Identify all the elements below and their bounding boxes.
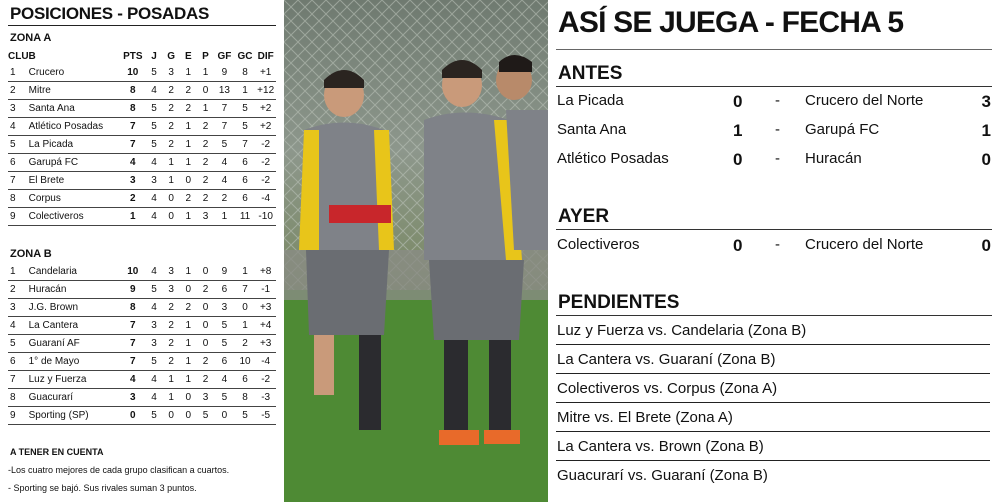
cell-lost: 2 — [197, 118, 214, 136]
table-row — [8, 172, 276, 190]
cell-goals-for: 0 — [214, 407, 235, 425]
away-score: 0 — [981, 236, 991, 255]
cell-goal-diff: -2 — [255, 154, 276, 172]
cell-played: 4 — [145, 263, 162, 281]
match-row — [557, 236, 991, 260]
note-1: -Los cuatro mejores de cada grupo clasifican a cuartos. — [8, 465, 230, 475]
cell-position: 3 — [8, 100, 29, 118]
table-header-row — [8, 48, 276, 64]
cell-played: 4 — [145, 208, 162, 226]
cell-goals-against: 6 — [235, 371, 256, 389]
cell-played: 5 — [145, 407, 162, 425]
cell-goals-against: 1 — [235, 82, 256, 100]
cell-drawn: 1 — [180, 335, 197, 353]
cell-club-name: Colectiveros — [29, 208, 121, 226]
cell-goals-for: 5 — [214, 335, 235, 353]
cell-goals-for: 4 — [214, 154, 235, 172]
cell-club-name: 1° de Mayo — [29, 353, 121, 371]
cell-goal-diff: -2 — [255, 371, 276, 389]
away-score: 3 — [981, 92, 991, 111]
score-separator: - — [775, 92, 780, 109]
cell-goal-diff: +2 — [255, 100, 276, 118]
cell-goals-for: 7 — [214, 118, 235, 136]
score-separator: - — [775, 150, 780, 167]
table-row — [8, 299, 276, 317]
cell-goals-for: 9 — [214, 263, 235, 281]
cell-goal-diff: +8 — [255, 263, 276, 281]
cell-goals-for: 6 — [214, 353, 235, 371]
cell-lost: 2 — [197, 353, 214, 371]
cell-lost: 3 — [197, 389, 214, 407]
cell-lost: 2 — [197, 136, 214, 154]
cell-played: 4 — [145, 371, 162, 389]
cell-won: 1 — [163, 172, 180, 190]
cell-won: 0 — [163, 208, 180, 226]
table-row — [8, 371, 276, 389]
table-row — [8, 190, 276, 208]
cell-played: 5 — [145, 136, 162, 154]
cell-played: 3 — [145, 335, 162, 353]
cell-goals-against: 8 — [235, 64, 256, 82]
cell-position: 2 — [8, 281, 29, 299]
cell-played: 5 — [145, 100, 162, 118]
zona-a-table — [8, 48, 276, 226]
cell-drawn: 1 — [180, 208, 197, 226]
cell-drawn: 1 — [180, 64, 197, 82]
cell-goals-against: 8 — [235, 389, 256, 407]
cell-drawn: 0 — [180, 389, 197, 407]
table-row — [8, 281, 276, 299]
cell-lost: 0 — [197, 82, 214, 100]
cell-lost: 2 — [197, 172, 214, 190]
cell-won: 3 — [163, 64, 180, 82]
section-pendientes: PENDIENTES — [558, 292, 680, 313]
cell-goals-against: 10 — [235, 353, 256, 371]
cell-won: 0 — [163, 190, 180, 208]
score-separator: - — [775, 121, 780, 138]
cell-played: 4 — [145, 82, 162, 100]
cell-position: 6 — [8, 353, 29, 371]
match-row — [557, 121, 991, 145]
cell-position: 1 — [8, 263, 29, 281]
cell-goal-diff: +2 — [255, 118, 276, 136]
cell-club-name: Candelaria — [29, 263, 121, 281]
cell-won: 2 — [163, 82, 180, 100]
cell-played: 3 — [145, 172, 162, 190]
table-row — [8, 64, 276, 82]
cell-club-name: El Brete — [29, 172, 121, 190]
cell-played: 5 — [145, 118, 162, 136]
cell-goals-against: 5 — [235, 118, 256, 136]
cell-lost: 0 — [197, 317, 214, 335]
cell-won: 3 — [163, 281, 180, 299]
cell-points: 10 — [120, 64, 145, 82]
pending-divider — [556, 373, 990, 374]
away-team: Garupá FC — [805, 121, 880, 138]
cell-drawn: 1 — [180, 371, 197, 389]
cell-played: 4 — [145, 299, 162, 317]
table-row — [8, 389, 276, 407]
cell-position: 3 — [8, 299, 29, 317]
away-team: Huracán — [805, 150, 862, 167]
score-separator: - — [775, 236, 780, 253]
cell-goals-for: 6 — [214, 281, 235, 299]
cell-goal-diff: +3 — [255, 335, 276, 353]
cell-drawn: 1 — [180, 263, 197, 281]
cell-points: 7 — [120, 335, 145, 353]
cell-goal-diff: -2 — [255, 172, 276, 190]
cell-drawn: 0 — [180, 407, 197, 425]
header-club: CLUB — [8, 50, 36, 62]
home-score: 0 — [733, 236, 743, 255]
cell-lost: 0 — [197, 335, 214, 353]
cell-goals-for: 1 — [214, 208, 235, 226]
cell-points: 8 — [120, 82, 145, 100]
pending-divider — [556, 431, 990, 432]
cell-goal-diff: -5 — [255, 407, 276, 425]
cell-goal-diff: -3 — [255, 389, 276, 407]
cell-goals-against: 6 — [235, 154, 256, 172]
cell-drawn: 0 — [180, 172, 197, 190]
home-score: 1 — [733, 121, 743, 140]
cell-goals-against: 6 — [235, 172, 256, 190]
cell-goal-diff: +12 — [255, 82, 276, 100]
cell-drawn: 2 — [180, 190, 197, 208]
home-score: 0 — [733, 150, 743, 169]
cell-goals-against: 6 — [235, 190, 256, 208]
pending-match: La Cantera vs. Brown (Zona B) — [557, 438, 764, 455]
pending-match: La Cantera vs. Guaraní (Zona B) — [557, 351, 776, 368]
cell-goals-for: 9 — [214, 64, 235, 82]
cell-goals-against: 7 — [235, 136, 256, 154]
cell-club-name: La Picada — [29, 136, 121, 154]
cell-goal-diff: -4 — [255, 190, 276, 208]
cell-position: 7 — [8, 172, 29, 190]
table-row — [8, 154, 276, 172]
header-g: G — [167, 50, 176, 62]
pending-match: Mitre vs. El Brete (Zona A) — [557, 409, 733, 426]
cell-goal-diff: +1 — [255, 64, 276, 82]
cell-goal-diff: -2 — [255, 136, 276, 154]
cell-played: 5 — [145, 64, 162, 82]
section-divider — [556, 86, 992, 87]
cell-position: 9 — [8, 407, 29, 425]
cell-points: 1 — [120, 208, 145, 226]
pending-match: Guacurarí vs. Guaraní (Zona B) — [557, 467, 768, 484]
section-ayer: AYER — [558, 206, 610, 227]
cell-lost: 2 — [197, 281, 214, 299]
table-row — [8, 353, 276, 371]
cell-goal-diff: -10 — [255, 208, 276, 226]
cell-points: 7 — [120, 118, 145, 136]
match-row — [557, 150, 991, 174]
cell-lost: 0 — [197, 299, 214, 317]
home-team: Colectiveros — [557, 236, 640, 253]
pending-divider — [556, 460, 990, 461]
title-divider — [556, 49, 992, 50]
notes-title: A TENER EN CUENTA — [10, 447, 104, 457]
cell-lost: 1 — [197, 100, 214, 118]
cell-points: 7 — [120, 353, 145, 371]
cell-goals-for: 5 — [214, 317, 235, 335]
cell-played: 3 — [145, 317, 162, 335]
cell-drawn: 0 — [180, 281, 197, 299]
cell-club-name: Corpus — [29, 190, 121, 208]
cell-goals-for: 5 — [214, 136, 235, 154]
cell-drawn: 1 — [180, 317, 197, 335]
cell-won: 2 — [163, 317, 180, 335]
cell-goals-against: 1 — [235, 317, 256, 335]
fixtures-title: ASÍ SE JUEGA - FECHA 5 — [558, 6, 904, 39]
zona-b-label: ZONA B — [10, 248, 52, 260]
cell-club-name: Santa Ana — [29, 100, 121, 118]
cell-points: 10 — [120, 263, 145, 281]
cell-goals-against: 1 — [235, 263, 256, 281]
match-row — [557, 92, 991, 116]
cell-points: 4 — [120, 371, 145, 389]
note-2: - Sporting se bajó. Sus rivales suman 3 puntos. — [8, 483, 197, 493]
cell-position: 4 — [8, 317, 29, 335]
cell-won: 1 — [163, 154, 180, 172]
cell-points: 8 — [120, 299, 145, 317]
cell-goals-for: 4 — [214, 371, 235, 389]
cell-played: 5 — [145, 353, 162, 371]
table-row — [8, 136, 276, 154]
cell-points: 7 — [120, 317, 145, 335]
cell-position: 5 — [8, 335, 29, 353]
cell-goals-against: 0 — [235, 299, 256, 317]
cell-played: 4 — [145, 190, 162, 208]
cell-position: 6 — [8, 154, 29, 172]
cell-club-name: Guacurarí — [29, 389, 121, 407]
standings-panel — [0, 0, 283, 502]
cell-goal-diff: +4 — [255, 317, 276, 335]
cell-won: 1 — [163, 389, 180, 407]
home-team: La Picada — [557, 92, 624, 109]
table-row — [8, 118, 276, 136]
away-team: Crucero del Norte — [805, 236, 924, 253]
cell-club-name: Garupá FC — [29, 154, 121, 172]
cell-lost: 1 — [197, 64, 214, 82]
cell-drawn: 2 — [180, 299, 197, 317]
cell-points: 0 — [120, 407, 145, 425]
cell-position: 8 — [8, 190, 29, 208]
cell-club-name: Sporting (SP) — [29, 407, 121, 425]
cell-club-name: Huracán — [29, 281, 121, 299]
table-row — [8, 335, 276, 353]
cell-goals-against: 7 — [235, 281, 256, 299]
cell-goal-diff: -1 — [255, 281, 276, 299]
cell-won: 1 — [163, 371, 180, 389]
section-divider — [556, 229, 992, 230]
home-score: 0 — [733, 92, 743, 111]
cell-club-name: Guaraní AF — [29, 335, 121, 353]
cell-won: 2 — [163, 299, 180, 317]
players-illustration — [284, 0, 548, 502]
cell-won: 2 — [163, 353, 180, 371]
cell-goals-for: 2 — [214, 190, 235, 208]
cell-goal-diff: +3 — [255, 299, 276, 317]
zona-a-label: ZONA A — [10, 32, 52, 44]
cell-drawn: 1 — [180, 136, 197, 154]
cell-points: 2 — [120, 190, 145, 208]
cell-drawn: 2 — [180, 82, 197, 100]
cell-goals-for: 4 — [214, 172, 235, 190]
football-players-photo — [284, 0, 548, 502]
away-team: Crucero del Norte — [805, 92, 924, 109]
cell-goals-for: 13 — [214, 82, 235, 100]
cell-club-name: La Cantera — [29, 317, 121, 335]
cell-goals-against: 2 — [235, 335, 256, 353]
cell-club-name: Atlético Posadas — [29, 118, 121, 136]
cell-points: 7 — [120, 136, 145, 154]
cell-goals-for: 3 — [214, 299, 235, 317]
cell-lost: 2 — [197, 154, 214, 172]
header-gc: GC — [237, 50, 253, 62]
pending-match: Colectiveros vs. Corpus (Zona A) — [557, 380, 778, 397]
cell-club-name: Luz y Fuerza — [29, 371, 121, 389]
cell-lost: 2 — [197, 371, 214, 389]
cell-position: 5 — [8, 136, 29, 154]
section-divider — [556, 315, 992, 316]
header-pts: PTS — [123, 50, 143, 62]
table-row — [8, 208, 276, 226]
cell-lost: 3 — [197, 208, 214, 226]
cell-points: 3 — [120, 389, 145, 407]
header-e: E — [185, 50, 192, 62]
cell-points: 9 — [120, 281, 145, 299]
cell-drawn: 1 — [180, 353, 197, 371]
cell-drawn: 1 — [180, 118, 197, 136]
cell-won: 2 — [163, 100, 180, 118]
cell-club-name: Mitre — [29, 82, 121, 100]
table-row — [8, 317, 276, 335]
cell-lost: 5 — [197, 407, 214, 425]
standings-title: POSICIONES - POSADAS — [10, 4, 209, 23]
cell-position: 9 — [8, 208, 29, 226]
cell-played: 4 — [145, 389, 162, 407]
header-j: J — [151, 50, 157, 62]
cell-position: 2 — [8, 82, 29, 100]
pending-divider — [556, 402, 990, 403]
header-dif: DIF — [257, 50, 274, 62]
pending-match: Luz y Fuerza vs. Candelaria (Zona B) — [557, 322, 807, 339]
table-row — [8, 263, 276, 281]
cell-position: 1 — [8, 64, 29, 82]
section-antes: ANTES — [558, 63, 623, 84]
table-row — [8, 82, 276, 100]
table-row — [8, 407, 276, 425]
table-row — [8, 100, 276, 118]
cell-goals-against: 5 — [235, 407, 256, 425]
cell-drawn: 1 — [180, 154, 197, 172]
zona-b-table — [8, 263, 276, 425]
cell-points: 3 — [120, 172, 145, 190]
home-team: Atlético Posadas — [557, 150, 669, 167]
cell-points: 4 — [120, 154, 145, 172]
cell-won: 2 — [163, 136, 180, 154]
away-score: 1 — [981, 121, 991, 140]
cell-goal-diff: -4 — [255, 353, 276, 371]
cell-position: 8 — [8, 389, 29, 407]
cell-won: 2 — [163, 335, 180, 353]
header-gf: GF — [217, 50, 232, 62]
home-team: Santa Ana — [557, 121, 627, 138]
cell-drawn: 2 — [180, 100, 197, 118]
cell-won: 3 — [163, 263, 180, 281]
cell-lost: 2 — [197, 190, 214, 208]
cell-lost: 0 — [197, 263, 214, 281]
cell-position: 7 — [8, 371, 29, 389]
pending-divider — [556, 344, 990, 345]
away-score: 0 — [981, 150, 991, 169]
cell-position: 4 — [8, 118, 29, 136]
cell-won: 2 — [163, 118, 180, 136]
cell-goals-for: 5 — [214, 389, 235, 407]
title-divider — [8, 25, 276, 26]
cell-club-name: J.G. Brown — [29, 299, 121, 317]
cell-goals-against: 5 — [235, 100, 256, 118]
cell-won: 0 — [163, 407, 180, 425]
cell-goals-against: 11 — [235, 208, 256, 226]
fixtures-panel — [548, 0, 1000, 502]
cell-played: 5 — [145, 281, 162, 299]
header-p: P — [202, 50, 209, 62]
cell-club-name: Crucero — [29, 64, 121, 82]
cell-played: 4 — [145, 154, 162, 172]
cell-points: 8 — [120, 100, 145, 118]
cell-goals-for: 7 — [214, 100, 235, 118]
